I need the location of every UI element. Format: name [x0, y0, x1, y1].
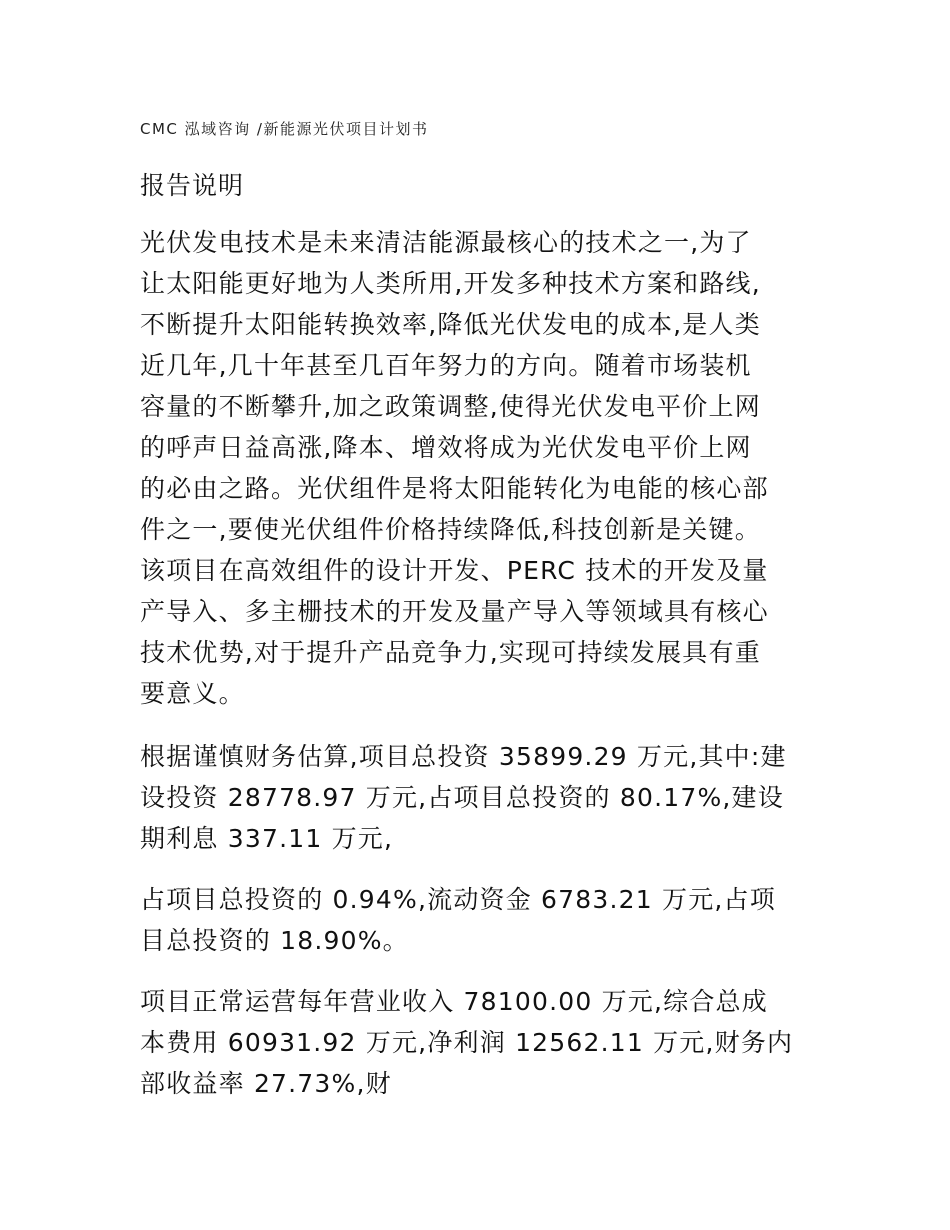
- paragraph-intro: [140, 222, 820, 714]
- text-line: 件之一,要使光伏组件价格持续降低,科技创新是关键。: [140, 515, 761, 544]
- text-line: 近几年,几十年甚至几百年努力的方向。随着市场装机: [140, 351, 752, 380]
- text-line: 占项目总投资的 0.94%,流动资金 6783.21 万元,占项: [140, 885, 776, 914]
- text-line: 期利息 337.11 万元,: [140, 824, 394, 853]
- paragraph-revenue: [140, 981, 820, 1104]
- paragraph-working-capital: [140, 879, 820, 961]
- text-line: 不断提升太阳能转换效率,降低光伏发电的成本,是人类: [140, 310, 761, 339]
- text-line: 要意义。: [140, 679, 245, 708]
- section-title: 报告说明: [140, 171, 245, 200]
- text-line: 本费用 60931.92 万元,净利润 12562.11 万元,财务内: [140, 1028, 794, 1057]
- text-line: 容量的不断攀升,加之政策调整,使得光伏发电平价上网: [140, 392, 761, 421]
- text-line: 该项目在高效组件的设计开发、PERC 技术的开发及量: [140, 556, 769, 585]
- text-line: 目总投资的 18.90%。: [140, 926, 409, 955]
- text-line: 的必由之路。光伏组件是将太阳能转化为电能的核心部: [140, 474, 769, 503]
- text-line: 产导入、多主栅技术的开发及量产导入等领域具有核心: [140, 597, 769, 626]
- paragraph-investment: [140, 736, 820, 859]
- text-line: 根据谨慎财务估算,项目总投资 35899.29 万元,其中:建: [140, 742, 787, 771]
- text-line: 的呼声日益高涨,降本、增效将成为光伏发电平价上网: [140, 433, 752, 462]
- text-line: 光伏发电技术是未来清洁能源最核心的技术之一,为了: [140, 228, 752, 257]
- text-line: 设投资 28778.97 万元,占项目总投资的 80.17%,建设: [140, 783, 784, 812]
- text-line: 项目正常运营每年营业收入 78100.00 万元,综合总成: [140, 987, 768, 1016]
- text-line: 技术优势,对于提升产品竞争力,实现可持续发展具有重: [140, 638, 761, 667]
- running-header: CMC 泓域咨询 /新能源光伏项目计划书: [140, 120, 429, 138]
- text-line: 让太阳能更好地为人类所用,开发多种技术方案和路线,: [140, 269, 761, 298]
- text-line: 部收益率 27.73%,财: [140, 1069, 392, 1098]
